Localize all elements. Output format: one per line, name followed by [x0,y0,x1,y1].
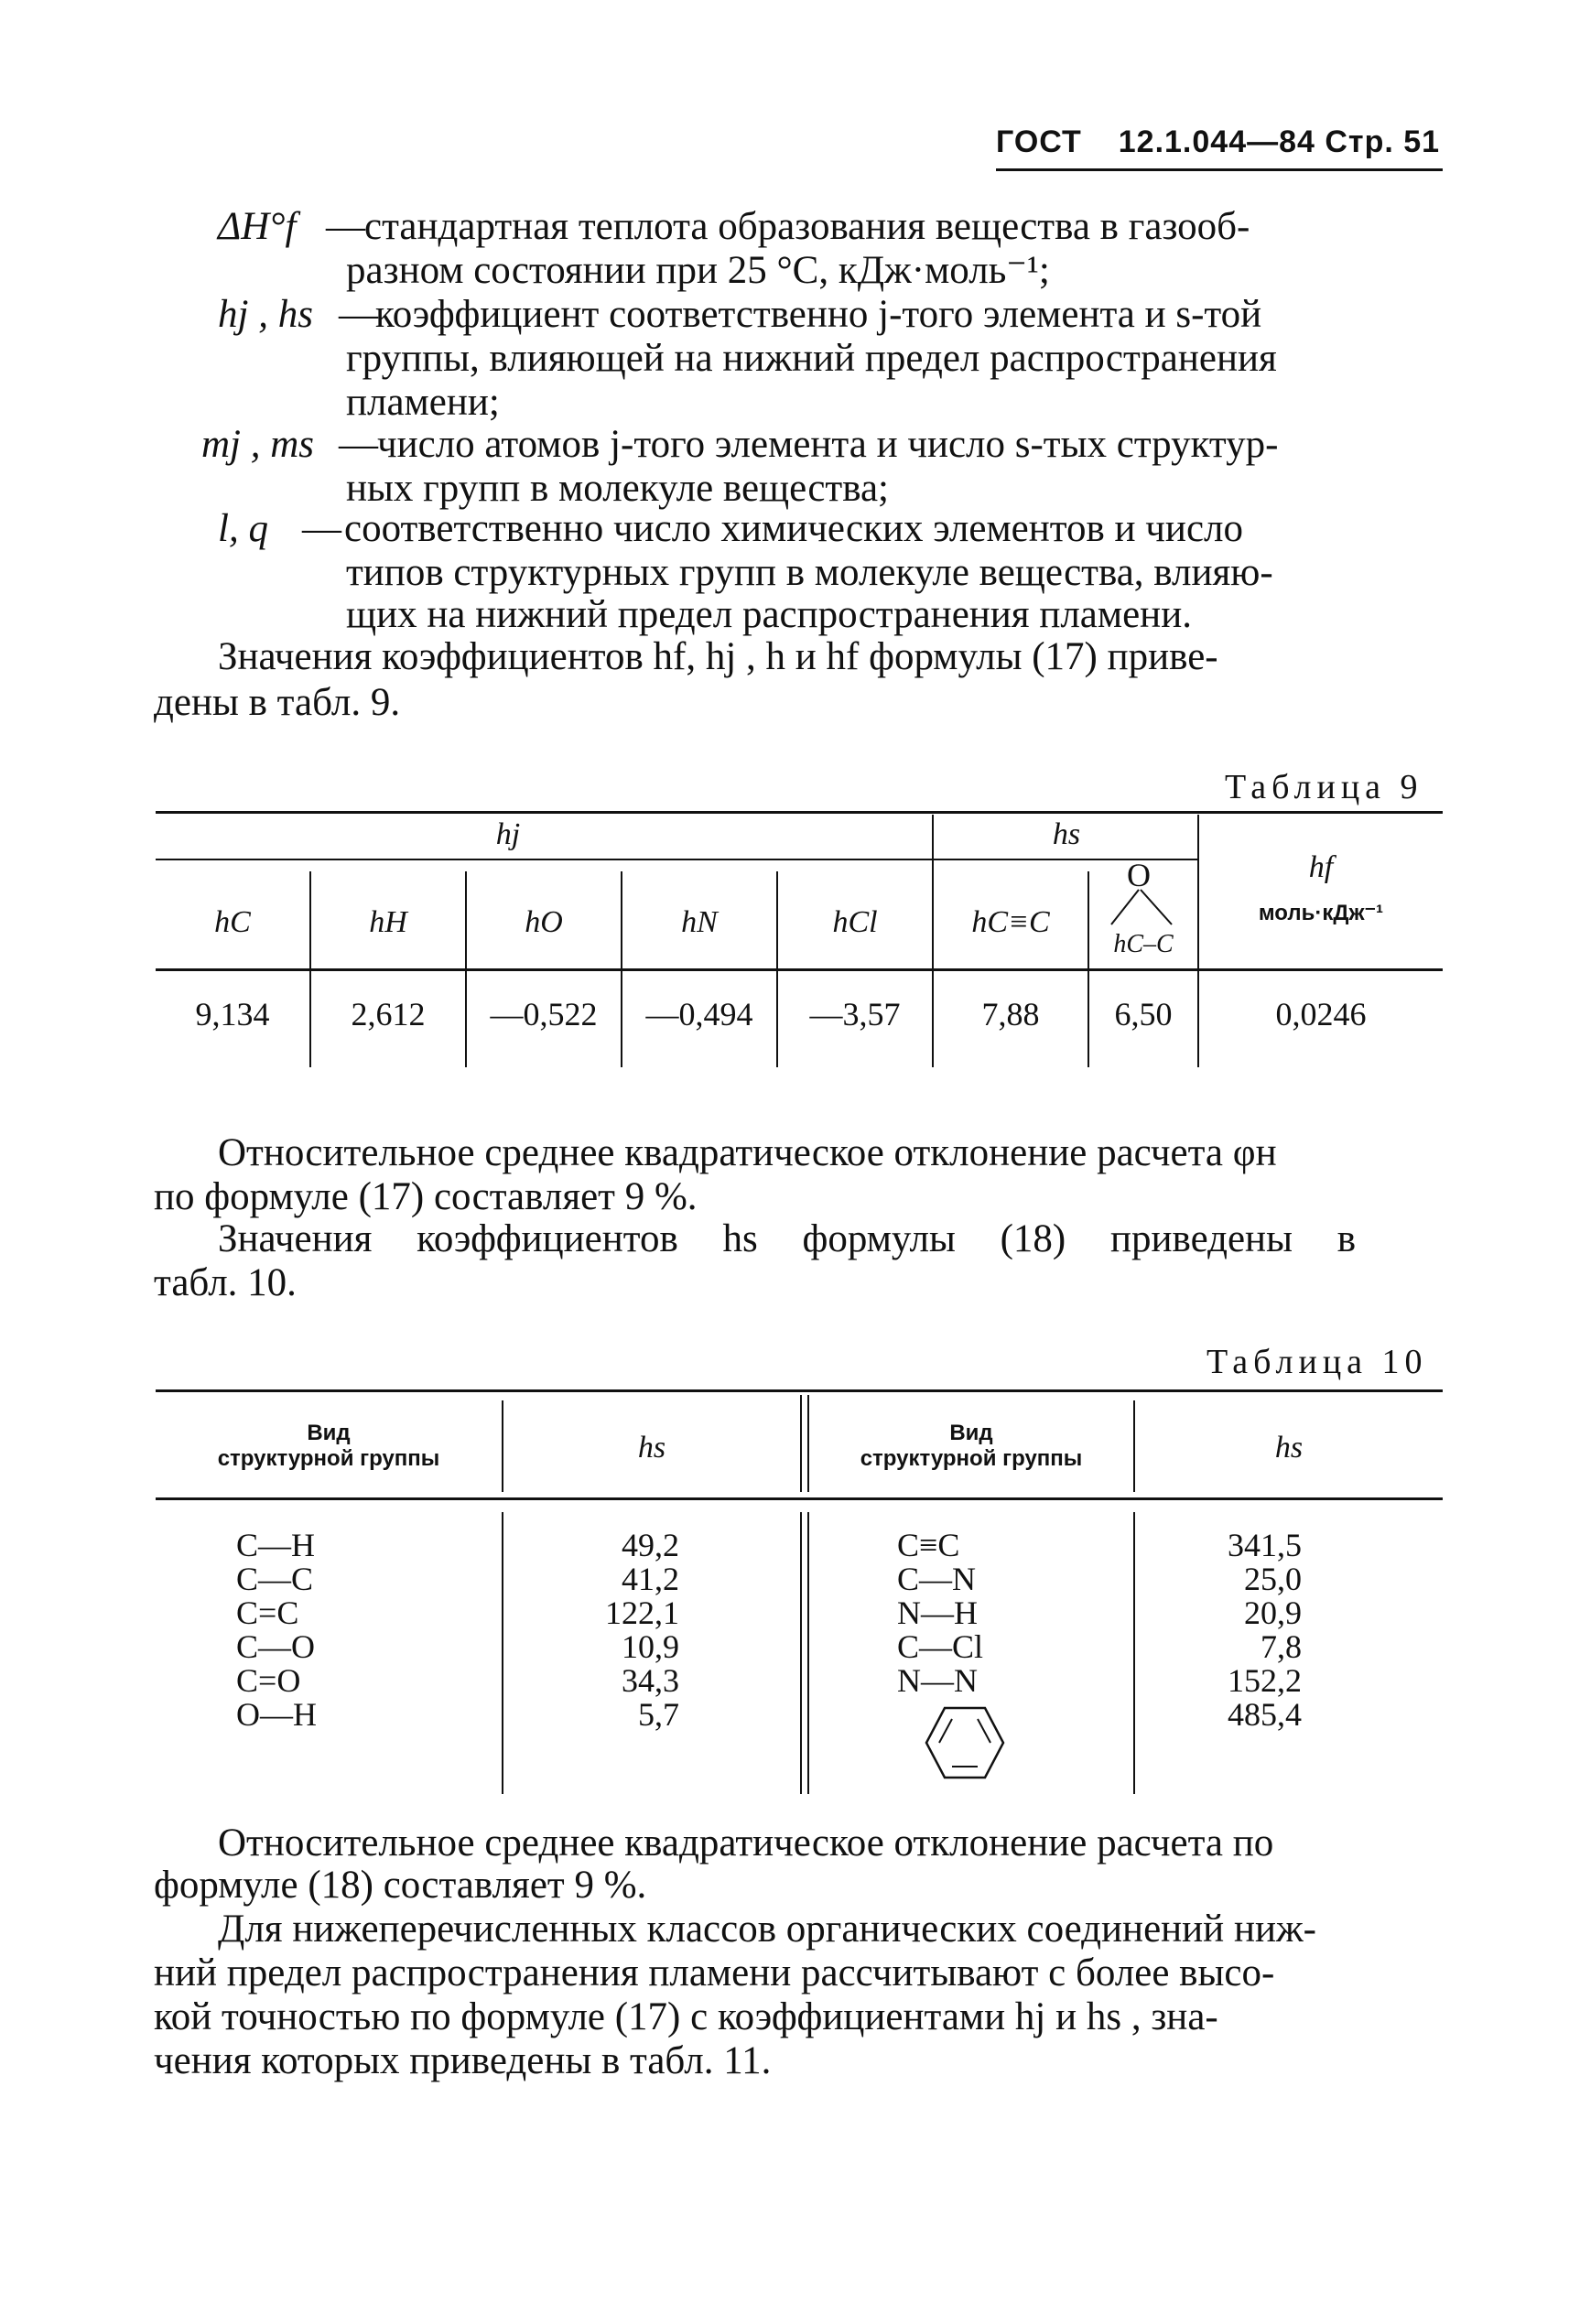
para2-line2: по формуле (17) составляет 9 %. [154,1175,698,1218]
t9-vline-6 [1087,871,1089,1067]
hs-value: 10,9 [622,1628,679,1665]
t9-group-hj: hj [495,817,521,851]
hs-value: 122,1 [605,1594,679,1631]
t9-val-hcl: —3,57 [809,996,901,1032]
t9-val-hn: —0,494 [645,996,753,1032]
group-name: O—H [236,1696,317,1733]
t10-head-type-1a: Вид [307,1421,351,1445]
t9-top-rule [156,811,1443,814]
def-text-3b: ных групп в молекуле вещества; [346,467,889,510]
hs-value: 5,7 [638,1696,679,1733]
group-name: N—N [897,1662,978,1699]
t10-top-rule [156,1389,1443,1392]
t9-epoxide-o: O [1127,857,1151,893]
t9-val-hh: 2,612 [351,996,426,1032]
hs-value: 485,4 [1228,1696,1302,1733]
def-text-4c: щих на нижний предел распространения пламени. [346,593,1192,636]
t9-vline-2 [465,871,467,1067]
def-text-2b: группы, влияющей на нижний предел распространения [346,337,1277,380]
t10-left-groups [236,1529,317,1732]
t9-head-hcl: hCl [832,905,878,939]
group-name: C=O [236,1662,301,1699]
t9-vline-1 [309,871,311,1067]
para3-line5: кой точностью по формуле (17) с коэффициентами hj и hs , зна- [154,1995,1218,2038]
def-dash-4: — [302,507,341,550]
t10-head-hs-2: hs [1274,1431,1304,1465]
t10-vline-1-body [502,1512,503,1794]
def-symbol-lq: l, q [218,507,268,550]
t10-dline-a-body [800,1512,802,1794]
t9-head-hc-c: hC–C [1113,930,1174,958]
hs-value: 7,8 [1261,1628,1302,1665]
def-symbol-h: hj , hs [218,293,313,336]
page-header [996,124,1440,160]
hs-value: 49,2 [622,1527,679,1563]
para2-line4: табл. 10. [154,1261,297,1304]
t10-dline-b-body [807,1512,809,1794]
para1-line2: дены в табл. 9. [154,681,401,724]
t10-right-groups [897,1529,983,1698]
t9-val-ho: —0,522 [490,996,598,1032]
group-name: C—C [236,1561,314,1597]
t9-group-rule-2 [934,859,1199,860]
t10-header-rule [156,1497,1443,1500]
t9-hf-unit: моль·кДж⁻¹ [1258,901,1384,925]
t10-left-values [549,1529,679,1732]
hs-value: 152,2 [1228,1662,1302,1699]
group-name: C—N [897,1561,977,1597]
t9-head-ho: hO [525,905,563,939]
hs-value: 41,2 [622,1561,679,1597]
group-name: N—H [897,1594,978,1631]
t9-hf-label: hf [1308,850,1334,884]
t9-val-hc: 9,134 [195,996,270,1032]
para2-line1: Относительное среднее квадратическое отклонение расчета φн [218,1131,1277,1174]
para3-line6: чения которых приведены в табл. 11. [154,2039,772,2082]
t9-group-hs: hs [1052,817,1081,851]
group-name: C—H [236,1527,316,1563]
t9-header-rule [156,968,1443,971]
header-rule [996,168,1443,171]
def-text-2a: коэффициент соответственно j-того элемента и s-той [375,293,1262,336]
t10-head-type-1b: структурной группы [217,1446,440,1471]
hs-value: 341,5 [1228,1527,1302,1563]
header-number: 12.1.044—84 [1118,124,1315,159]
t9-val-hcc-triple: 7,88 [981,996,1040,1032]
t9-head-hh: hH [369,905,407,939]
t10-head-hs-1: hs [637,1431,666,1465]
t9-head-hn: hN [681,905,718,939]
def-text-4b: типов структурных групп в молекуле вещества, влияю- [346,551,1273,594]
para1-line1: Значения коэффициентов hf, hj , h и hf формулы (17) приве- [218,635,1218,678]
t10-head-type-2a: Вид [949,1421,993,1445]
def-dash-1: — [326,205,365,248]
t9-head-hc: hC [214,905,251,939]
benzene-ring-icon [912,1699,1018,1787]
table9-caption: Таблица 9 [1225,768,1423,806]
para3-line4: ний предел распространения пламени рассчитывают с более высо- [154,1951,1275,1994]
header-page: Стр. 51 [1325,124,1441,159]
para3-line2: формуле (18) составляет 9 %. [154,1864,647,1907]
def-symbol-m: mj , ms [201,423,315,466]
t9-group-rule-1 [156,859,934,860]
group-name: C≡C [897,1527,960,1563]
t10-dline-a-head [800,1395,802,1492]
para3-line3: Для нижеперечисленных классов органических соединений ниж- [218,1908,1316,1951]
def-symbol-dhf: ΔH°f [218,205,297,248]
header-standard: ГОСТ [996,124,1082,159]
t10-right-values [1190,1529,1302,1732]
t9-val-hf: 0,0246 [1275,996,1367,1032]
def-text-1b: разном состоянии при 25 °С, кДж·моль⁻¹; [346,249,1050,292]
hs-value: 25,0 [1244,1561,1302,1597]
def-dash-2: — [339,293,378,336]
hs-value: 20,9 [1244,1594,1302,1631]
t9-vline-4 [776,871,778,1067]
def-dash-3: — [339,423,378,466]
t9-head-hcc-triple: hC≡C [971,905,1050,939]
def-text-2c: пламени; [346,381,500,424]
hs-value: 34,3 [622,1662,679,1699]
def-text-4a: соответственно число химических элементов и число [344,507,1243,550]
def-text-1a: стандартная теплота образования вещества в газооб- [364,205,1250,248]
table10-caption: Таблица 10 [1207,1343,1428,1381]
t10-vline-3-body [1133,1512,1135,1794]
group-name: C—O [236,1628,316,1665]
para2-line3: Значения коэффициентов hs формулы (18) приведены в [218,1217,1357,1260]
t9-vline-3 [621,871,622,1067]
para3-line1: Относительное среднее квадратическое отклонение расчета по [218,1821,1274,1865]
def-text-3a: число атомов j-того элемента и число s-тых структур- [377,423,1279,466]
group-name: C=C [236,1594,299,1631]
t9-val-hc-c: 6,50 [1114,996,1173,1032]
t10-head-type-2b: структурной группы [860,1446,1083,1471]
group-name: C—Cl [897,1628,984,1665]
